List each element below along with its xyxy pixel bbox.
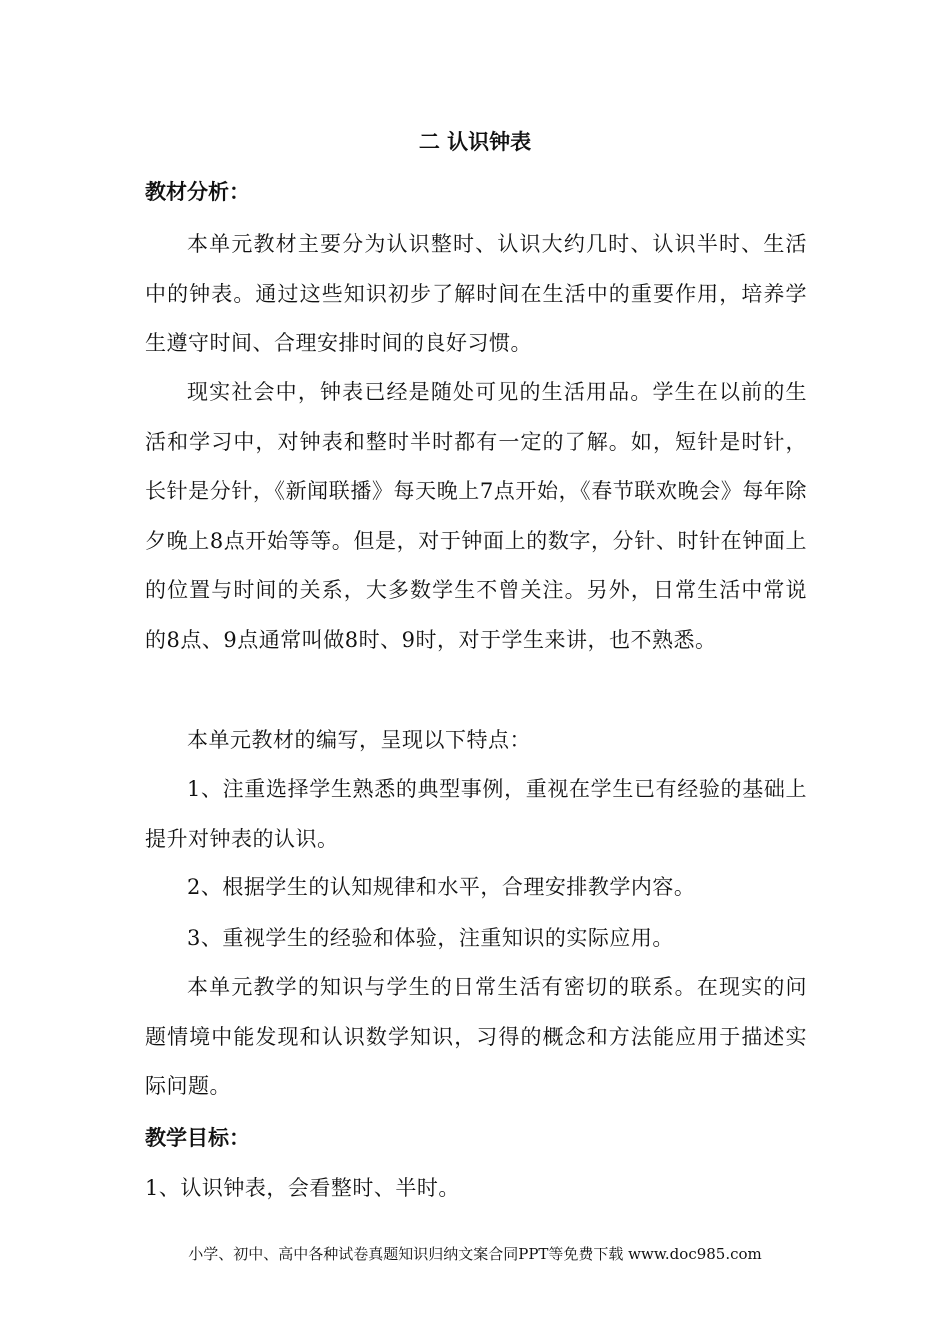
section-heading-analysis: 教材分析： [145,179,250,204]
paragraph-2: 现实社会中，钟表已经是随处可见的生活用品。学生在以前的生活和学习中，对钟表和整时半时都有一定的了解。如，短针是时针，长针是分针，《新闻联播》每天晚上7点开始，《春节联欢晚会》每年除夕晚上8点开始等等。但是，对于钟面上的数字，分针、时针在钟面上的位置与时间的关系，大多数学生不曾关注。另外，日常生活中常说的8点、9点通常叫做8时、9时，对于学生来讲，也不熟悉。 [145,380,807,652]
page-footer: 小学、初中、高中各种试卷真题知识归纳文案合同PPT等免费下载 www.doc985.com [188,1245,762,1263]
paragraph-4: 1、注重选择学生熟悉的典型事例，重视在学生已有经验的基础上提升对钟表的认识。 [145,777,807,851]
paragraph-1: 本单元教材主要分为认识整时、认识大约几时、认识半时、生活中的钟表。通过这些知识初步了解时间在生活中的重要作用，培养学生遵守时间、合理安排时间的良好习惯。 [145,232,807,355]
document-title: 二 认识钟表 [418,129,532,154]
goal-item-1: 1、认识钟表，会看整时、半时。 [145,1176,460,1200]
paragraph-7: 本单元教学的知识与学生的日常生活有密切的联系。在现实的问题情境中能发现和认识数学知识，习得的概念和方法能应用于描述实际问题。 [145,975,807,1098]
section-heading-goals: 教学目标： [145,1125,250,1150]
paragraph-6: 3、重视学生的经验和体验，注重知识的实际应用。 [187,926,674,950]
paragraph-5: 2、根据学生的认知规律和水平，合理安排教学内容。 [187,875,696,899]
paragraph-3: 本单元教材的编写，呈现以下特点： [187,728,531,752]
